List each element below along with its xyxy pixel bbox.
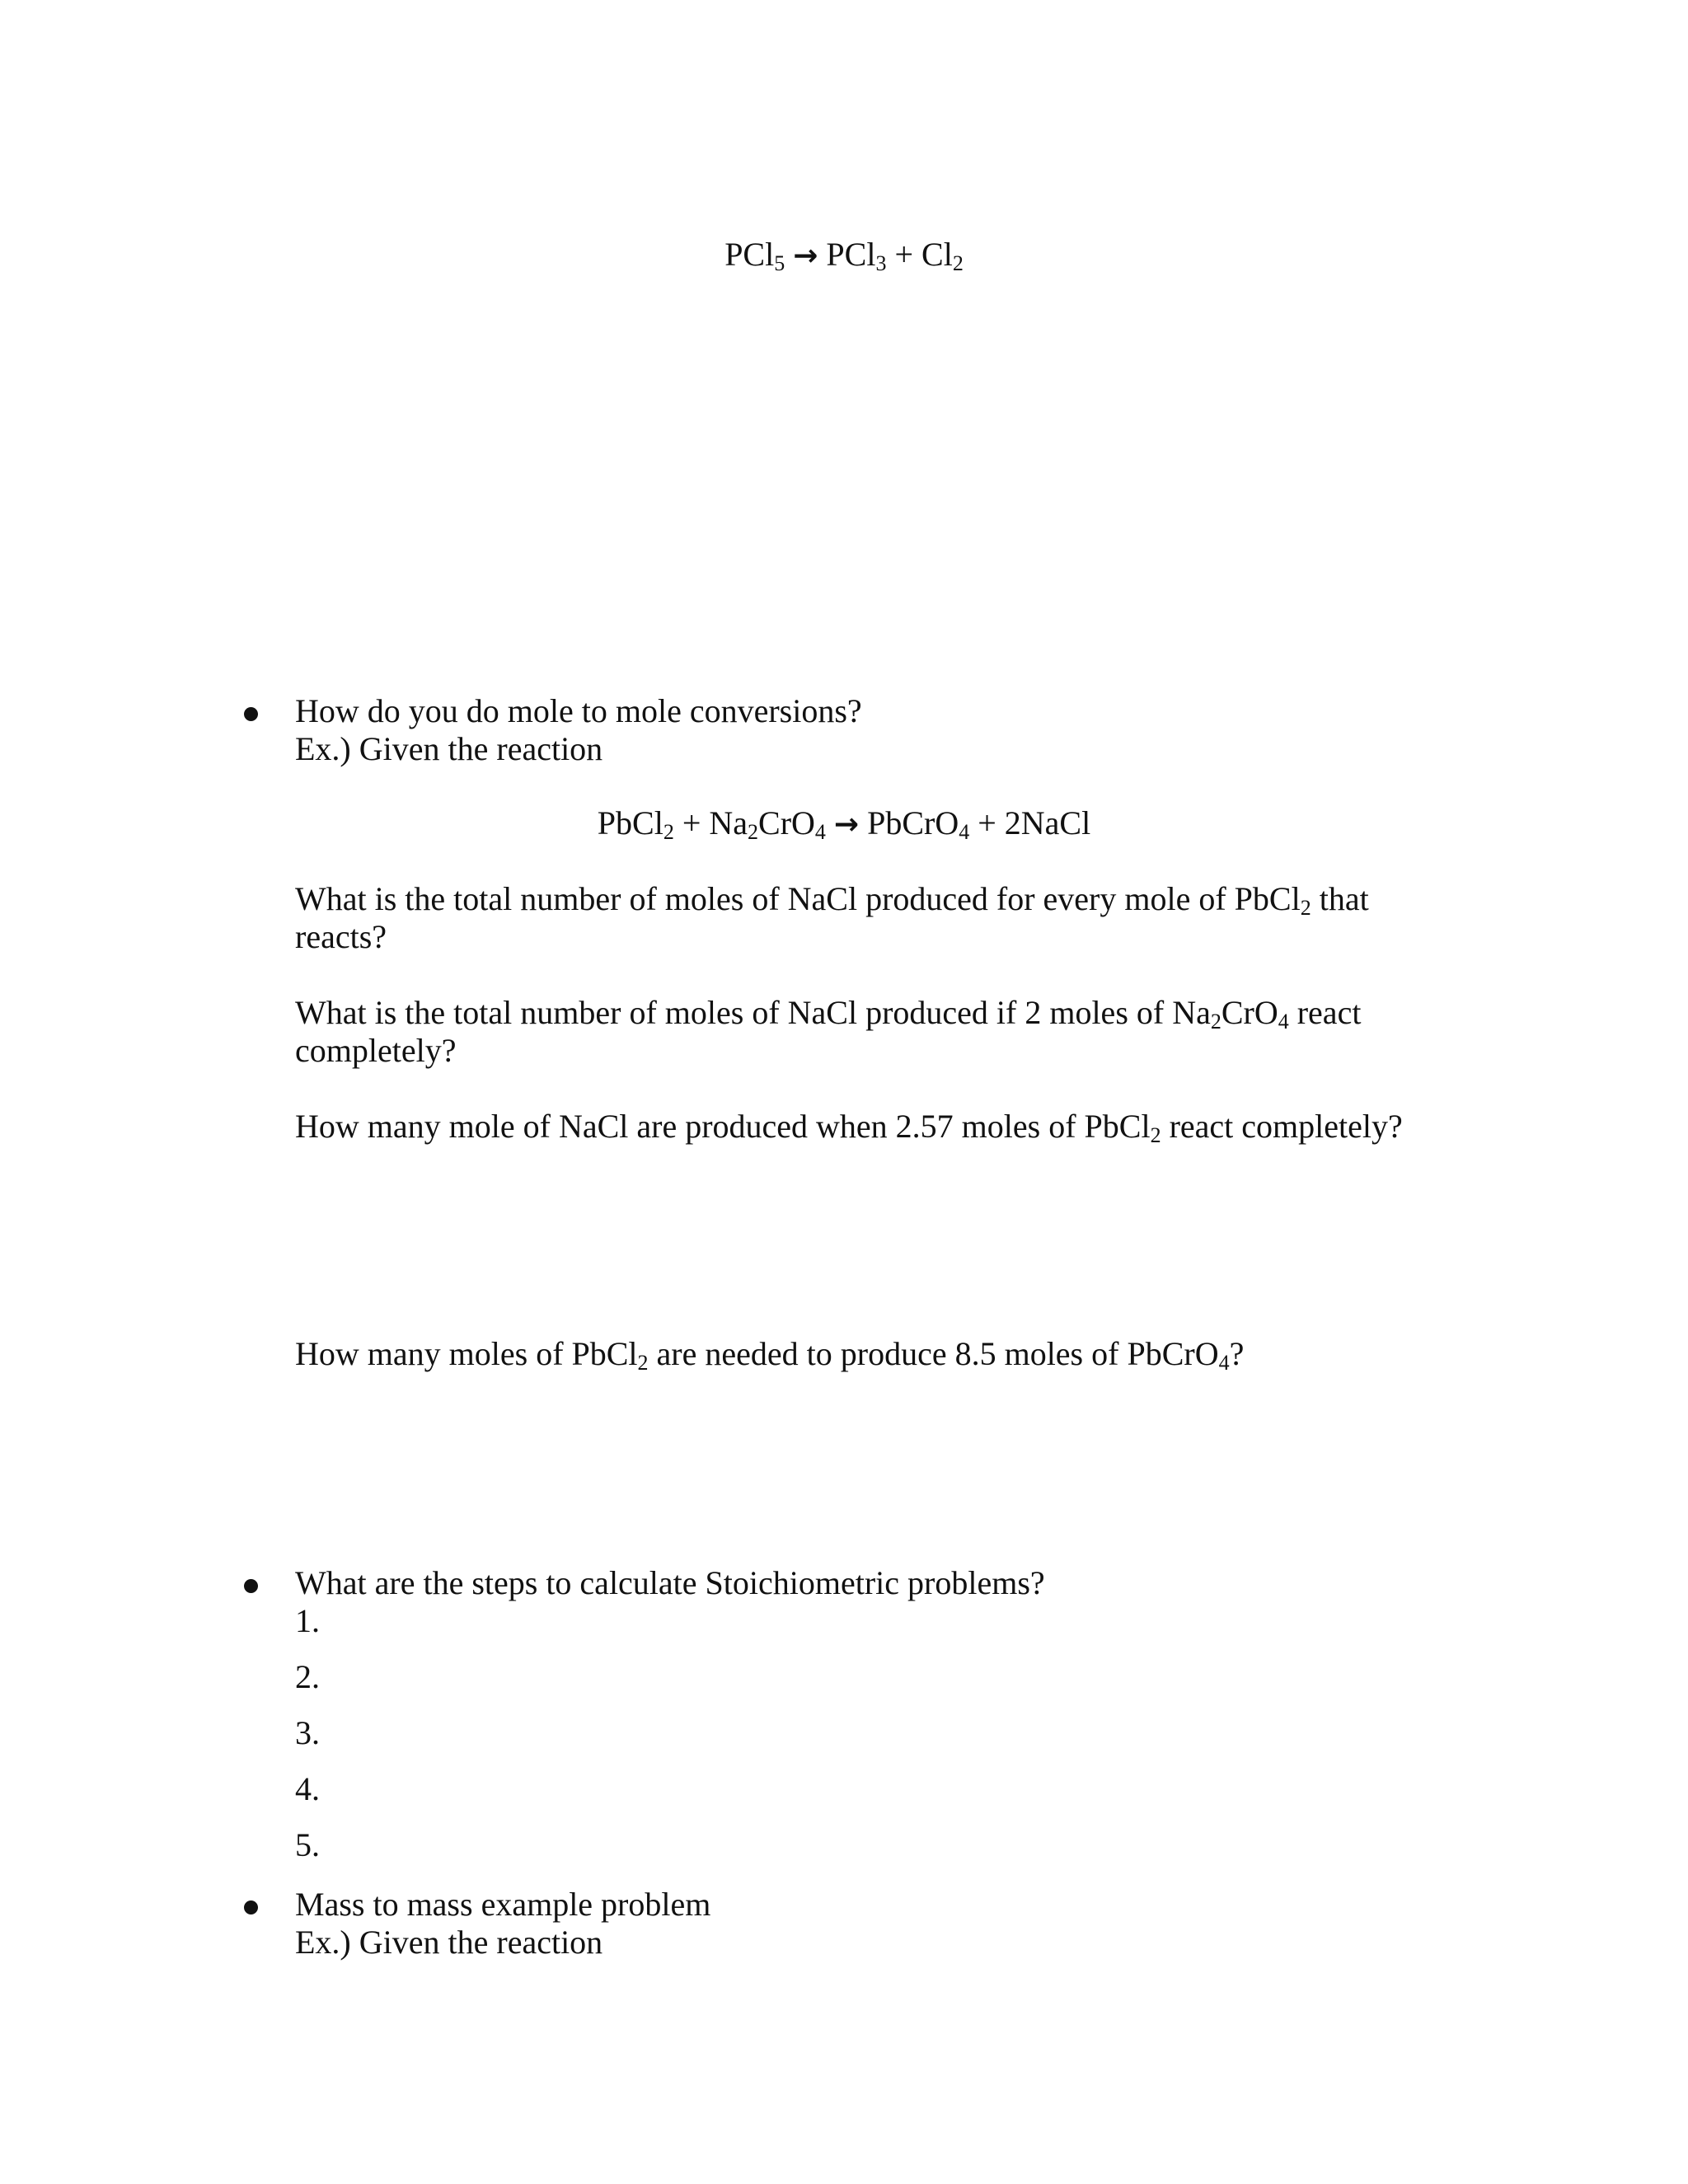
formula-subscript: 3 — [875, 251, 887, 275]
formula-subscript: 4 — [959, 820, 970, 844]
question-3: How many mole of NaCl are produced when 2.57 moles of PbCl$_2$ react completely? — [295, 1108, 1403, 1147]
question-1-line-2: reacts? — [295, 918, 387, 955]
formula-text: Na — [709, 804, 748, 841]
equation-pbcl2-reaction — [0, 804, 1688, 844]
formula-text: CrO — [758, 804, 815, 841]
reaction-arrow-icon: → — [793, 239, 818, 273]
plus-sign: + — [894, 236, 914, 273]
question-2-line-1: What is the total number of moles of NaCl produced if 2 moles of $Na_2CrO_4$ react — [295, 994, 1362, 1033]
section-title-mass-to-mass: Mass to mass example problem — [295, 1886, 711, 1923]
formula-text: 2NaCl — [1004, 804, 1091, 841]
question-1-line-1: What is the total number of moles of NaCl produced for every mole of PbCl$_2$ that — [295, 880, 1369, 920]
step-number: 5. — [295, 1826, 320, 1863]
formula-subscript: 4 — [814, 820, 826, 844]
bullet-icon — [244, 1900, 258, 1915]
reaction-arrow-icon: → — [833, 808, 860, 841]
formula-subscript: 2 — [952, 251, 964, 275]
section-question-stoichiometric-steps: What are the steps to calculate Stoichiometric problems? — [295, 1564, 1045, 1601]
step-number: 4. — [295, 1770, 320, 1807]
formula-subscript: 5 — [774, 251, 785, 275]
formula-subscript: 2 — [663, 820, 674, 844]
plus-sign: + — [682, 804, 701, 841]
given-reaction-label: Ex.) Given the reaction — [295, 1924, 603, 1961]
section-question-mole-conversions: How do you do mole to mole conversions? — [295, 692, 862, 729]
step-number: 2. — [295, 1658, 320, 1695]
step-number: 1. — [295, 1602, 320, 1639]
equation-pcl5-decomposition — [0, 236, 1688, 275]
formula-text: PbCrO — [867, 804, 959, 841]
formula-text: Cl — [921, 236, 953, 273]
given-reaction-label: Ex.) Given the reaction — [295, 730, 603, 767]
formula-subscript: 2 — [748, 820, 759, 844]
plus-sign: + — [978, 804, 996, 841]
question-4: How many moles of PbCl$_2$ are needed to produce 8.5 moles of PbCrO$_4$? — [295, 1335, 1245, 1375]
step-number: 3. — [295, 1714, 320, 1751]
formula-text: PbCl — [597, 804, 663, 841]
formula-text: PCl — [724, 236, 775, 273]
formula-text: PCl — [826, 236, 876, 273]
bullet-icon — [244, 707, 258, 721]
question-2-line-2: completely? — [295, 1032, 457, 1069]
bullet-icon — [244, 1579, 258, 1593]
